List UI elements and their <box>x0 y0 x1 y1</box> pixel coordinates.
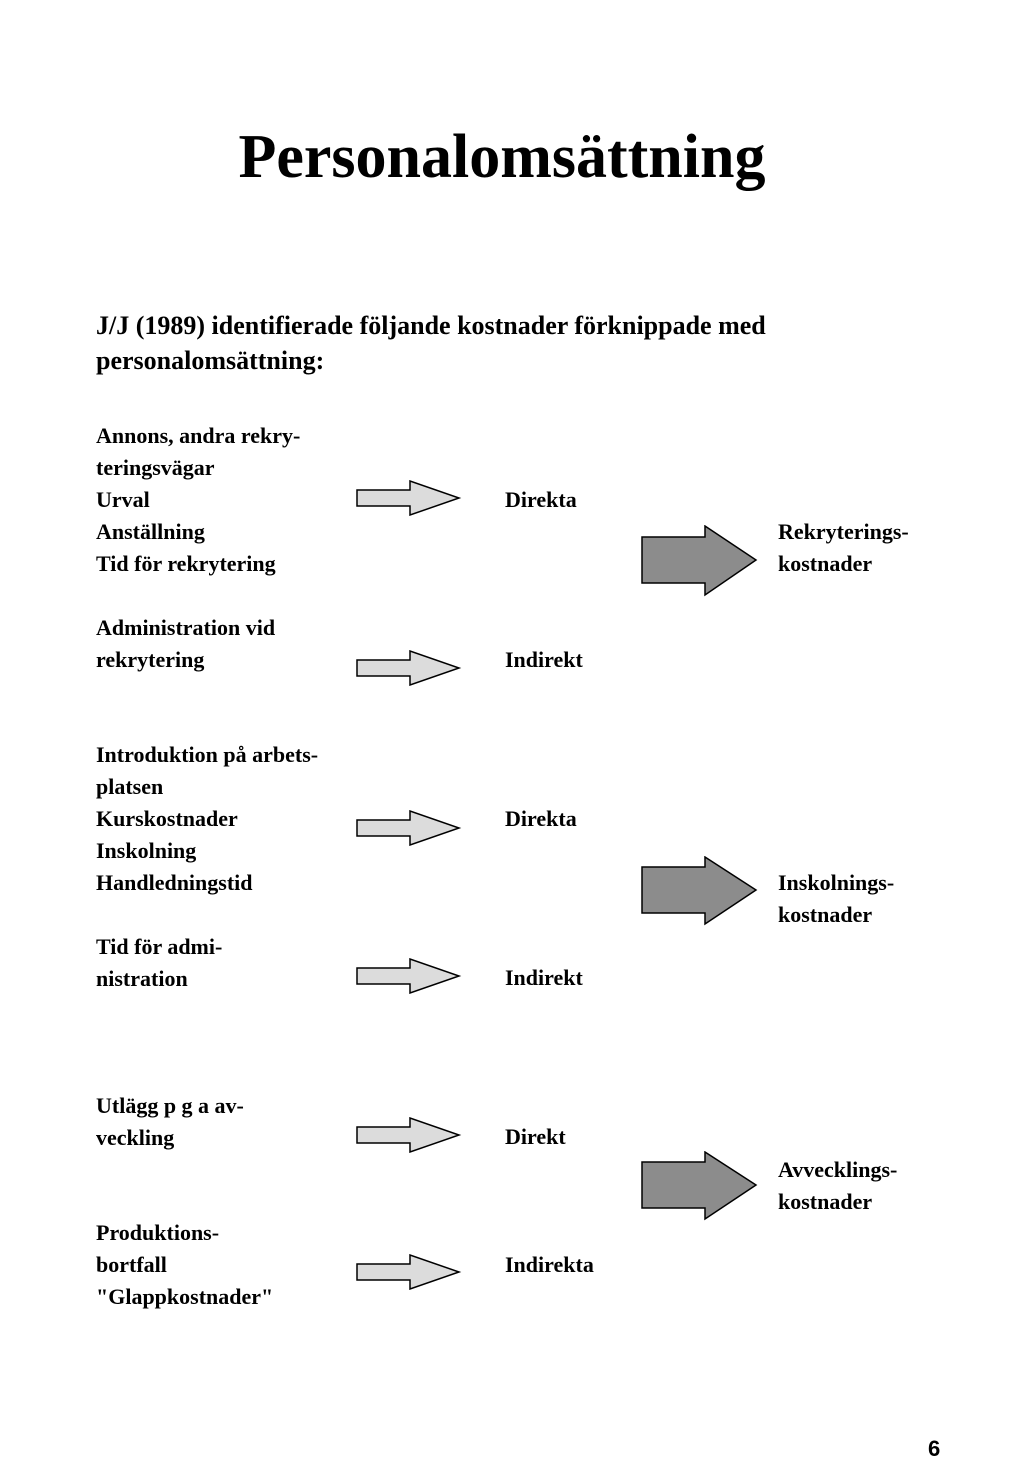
result-line: Avvecklings- <box>778 1157 898 1182</box>
cost-item: Handledningstid <box>96 870 253 895</box>
cost-item: Kurskostnader <box>96 806 238 831</box>
direct-label: Direkt <box>505 1124 566 1149</box>
training-indirect-items <box>96 931 222 995</box>
result-line: Rekryterings- <box>778 519 909 544</box>
cost-item: Produktions- <box>96 1220 220 1245</box>
training-direct-items <box>96 739 318 899</box>
intro-text <box>96 308 956 378</box>
cost-item: platsen <box>96 774 164 799</box>
cost-item: Tid för rekrytering <box>96 551 276 576</box>
cost-item: Administration vid <box>96 615 276 640</box>
intro-line: personalomsättning: <box>96 346 325 375</box>
recruitment-costs-result <box>778 516 909 580</box>
cost-item: Urval <box>96 487 150 512</box>
termination-costs-result <box>778 1154 897 1218</box>
termination-indirect-items <box>96 1217 273 1313</box>
cost-item: rekrytering <box>96 647 205 672</box>
big-arrow-icon <box>641 856 759 926</box>
indirect-label: Indirekt <box>505 647 583 672</box>
cost-item: bortfall <box>96 1252 167 1277</box>
cost-item: Anställning <box>96 519 205 544</box>
small-arrow-icon <box>356 1254 462 1290</box>
small-arrow-icon <box>356 650 462 686</box>
cost-item: Utlägg p g a av- <box>96 1093 244 1118</box>
cost-item: veckling <box>96 1125 175 1150</box>
indirect-label: Indirekta <box>505 1252 594 1277</box>
small-arrow-icon <box>356 480 462 516</box>
small-arrow-icon <box>356 810 462 846</box>
termination-direct-items <box>96 1090 244 1154</box>
cost-item: nistration <box>96 966 188 991</box>
page-number: 6 <box>928 1436 941 1461</box>
cost-item: Tid för admi- <box>96 934 223 959</box>
direct-label: Direkta <box>505 487 577 512</box>
small-arrow-icon <box>356 1117 462 1153</box>
recruitment-indirect-items <box>96 612 275 676</box>
result-line: kostnader <box>778 902 873 927</box>
big-arrow-icon <box>641 525 759 597</box>
page-title: Personalomsättning <box>238 123 766 191</box>
cost-item: teringsvägar <box>96 455 215 480</box>
cost-item: Inskolning <box>96 838 197 863</box>
result-line: kostnader <box>778 1189 873 1214</box>
recruitment-direct-items <box>96 420 300 580</box>
intro-line: J/J (1989) identifierade följande kostnader förknippade med <box>96 311 766 340</box>
indirect-label: Indirekt <box>505 965 583 990</box>
cost-item: Annons, andra rekry- <box>96 423 301 448</box>
big-arrow-icon <box>641 1151 759 1221</box>
result-line: kostnader <box>778 551 873 576</box>
result-line: Inskolnings- <box>778 870 895 895</box>
cost-item: Introduktion på arbets- <box>96 742 319 767</box>
small-arrow-icon <box>356 958 462 994</box>
cost-item: "Glappkostnader" <box>96 1284 274 1309</box>
direct-label: Direkta <box>505 806 577 831</box>
training-costs-result <box>778 867 894 931</box>
